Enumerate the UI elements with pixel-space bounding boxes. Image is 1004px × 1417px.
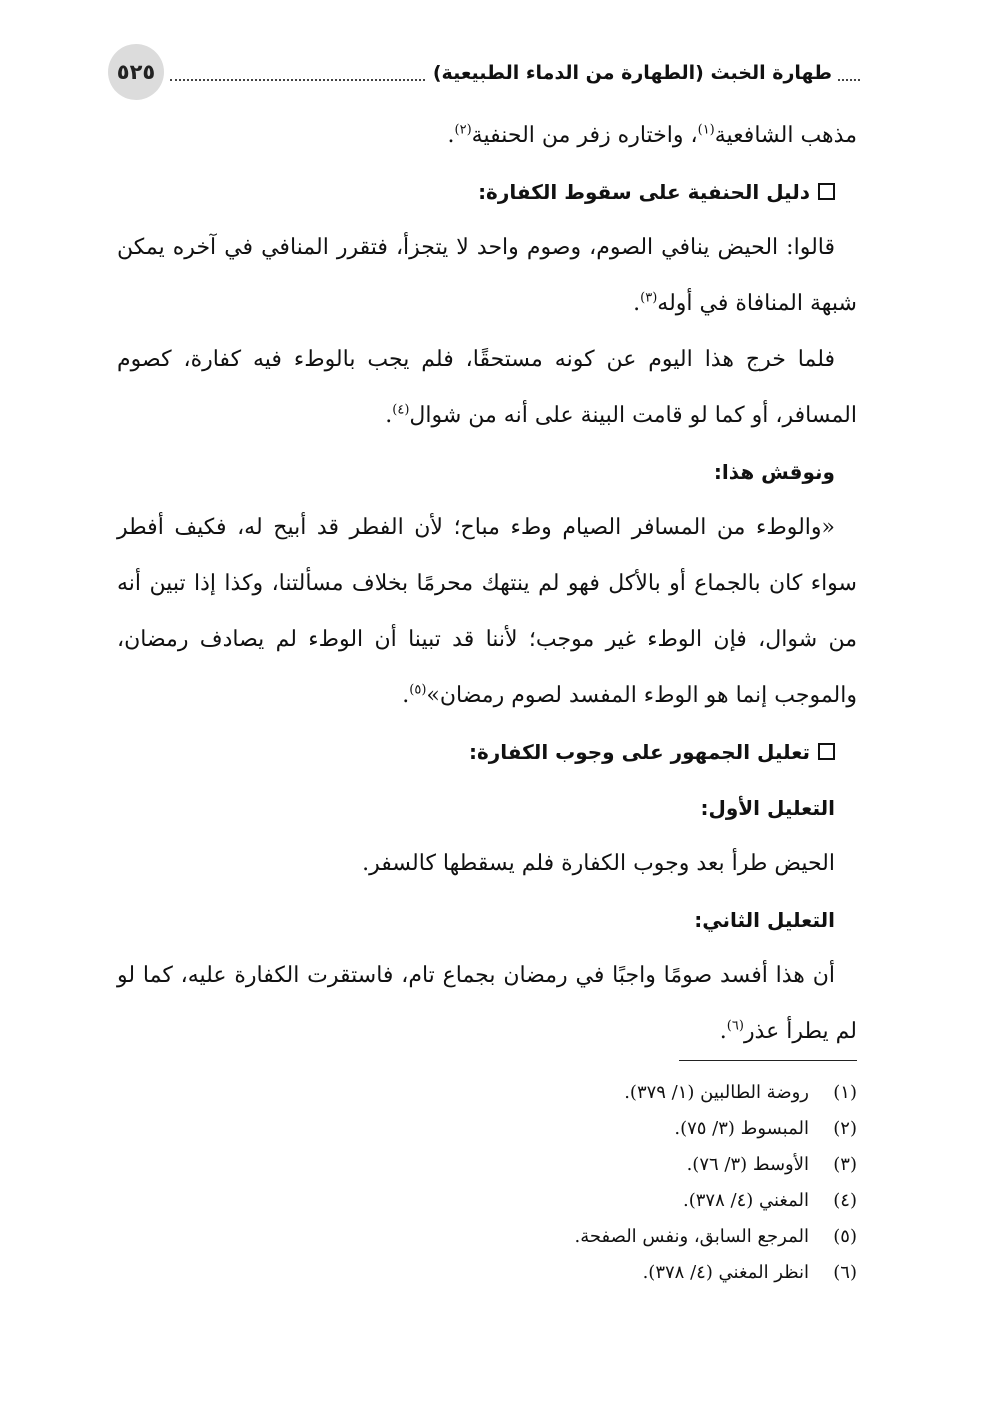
main-text [117,108,857,1060]
footnote-item [117,1075,857,1111]
footnote-number: (٥) [833,1226,857,1247]
header-leader-dots [838,65,860,81]
footnote-text: المغني (٤/ ٣٧٨). [683,1190,809,1211]
footnote-text: انظر المغني (٤/ ٣٧٨). [642,1262,809,1283]
page-number: ٥٢٥ [108,44,164,100]
running-header [100,44,860,104]
header-title-row [170,58,860,88]
footnote-divider [679,1060,857,1061]
paragraph [117,220,857,332]
paragraph [117,108,857,164]
header-leader-dots [170,65,425,81]
footnote-text: روضة الطالبين (١/ ٣٧٩). [624,1082,809,1103]
heading-text: تعليل الجمهور على وجوب الكفارة: [468,740,810,764]
paragraph-text: قالوا: الحيض ينافي الصوم، وصوم واحد لا يتجزأ، فتقرر المنافي في آخره يمكن شبهة المنافاة في أوله [117,235,857,316]
paragraph-text: فلما خرج هذا اليوم عن كونه مستحقًا، فلم يجب بالوطء فيه كفارة، كصوم المسافر، أو كما لو قامت البينة على أنه من شوال [117,347,857,428]
paragraph-text: . [402,683,410,708]
checkbox-square-icon [818,743,835,760]
paragraph [117,948,857,1060]
paragraph-text: «والوطء من المسافر الصيام وطء مباح؛ لأن الفطر قد أبيح له، فكيف أفطر سواء كان بالجماع أو بالأكل فهو لم ينتهك محرمًا بخلاف مسألتنا، وكذا إذا تبين أنه من شوال، فإن الوطء غير موجب؛ لأننا قد تبينا أن الوطء لم يصادف رمضان، والموجب إنما هو الوطء المفسد لصوم رمضان» [117,515,857,708]
footnote-number: (٣) [833,1154,857,1175]
paragraph-text: أن هذا أفسد صومًا واجبًا في رمضان بجماع تام، فاستقرت الكفارة عليه، كما لو لم يطرأ عذر [117,963,857,1044]
footnote-number: (٢) [833,1118,857,1139]
paragraph-text: . [719,1019,727,1044]
footnote-ref[interactable]: (٢) [454,122,472,138]
footnote-ref[interactable]: (٦) [726,1018,744,1034]
footnote-number: (٤) [833,1190,857,1211]
footnote-text: المرجع السابق، ونفس الصفحة. [574,1226,809,1247]
footnote-number: (١) [833,1082,857,1103]
section-heading [117,164,857,220]
footnote-ref[interactable]: (١) [697,122,715,138]
paragraph [117,332,857,444]
subheading: التعليل الأول: [700,796,835,820]
footnote-item [117,1255,857,1291]
footnote-text: الأوسط (٣/ ٧٦). [686,1154,809,1175]
subheading: التعليل الثاني: [694,908,835,932]
header-title: طهارة الخبث (الطهارة من الدماء الطبيعية) [432,62,832,84]
footnote-text: المبسوط (٣/ ٧٥). [674,1118,809,1139]
paragraph-text: . [385,403,393,428]
paragraph-text: مذهب الشافعية [714,123,857,148]
footnote-item [117,1147,857,1183]
subheading: ونوقش هذا: [713,460,835,484]
paragraph: الحيض طرأ بعد وجوب الكفارة فلم يسقطها كالسفر. [362,851,835,876]
footnote-ref[interactable]: (٥) [409,682,427,698]
section-heading [117,724,857,780]
footnote-ref[interactable]: (٤) [392,402,410,418]
footnotes [117,1075,857,1291]
footnote-item [117,1219,857,1255]
checkbox-square-icon [818,183,835,200]
footnote-item [117,1183,857,1219]
footnote-ref[interactable]: (٣) [640,290,658,306]
paragraph-text: ، واختاره زفر من الحنفية [471,123,698,148]
footnote-item [117,1111,857,1147]
paragraph-text: . [447,123,455,148]
heading-text: دليل الحنفية على سقوط الكفارة: [478,180,810,204]
paragraph-text: . [633,291,641,316]
footnote-number: (٦) [833,1262,857,1283]
paragraph-quote [117,500,857,724]
